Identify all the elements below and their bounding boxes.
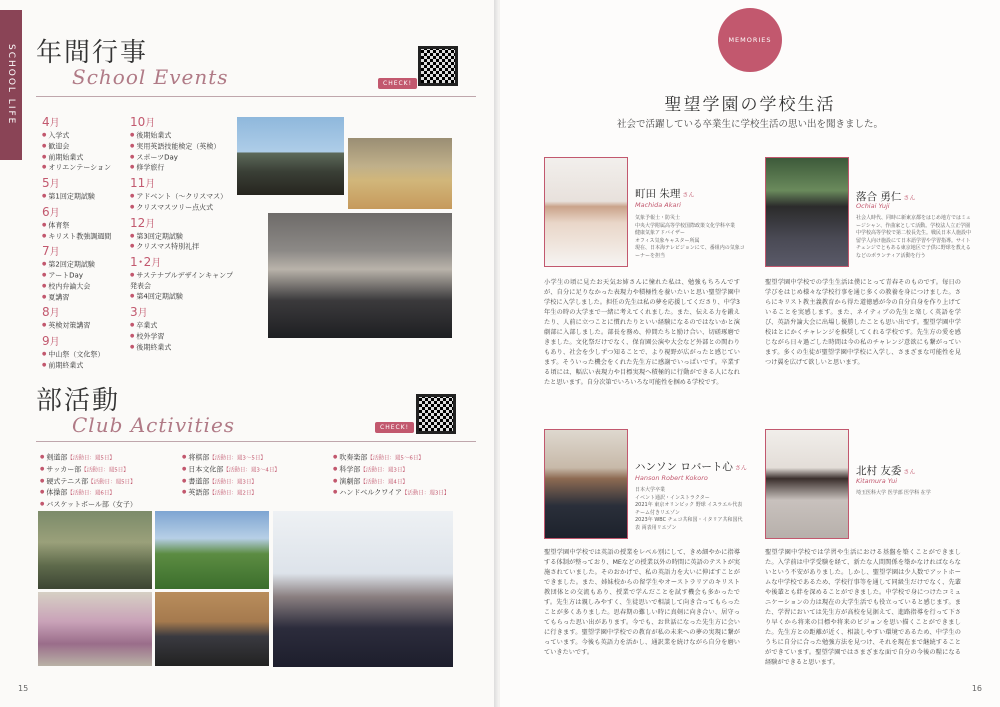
club-schedule: 【活動日：週4日】 [360, 478, 408, 485]
event-item: ● 後期始業式 [130, 130, 240, 141]
month-number: 5 [42, 176, 50, 190]
person-bio: 気象予報士・防災士 中央大学附属高等学校国際政策文化学科卒業 健康気象アドバイザー オフィス気象キャスター所属 現在、日本海テレビジョンにて、番組内の気象コーナーを担当 [635, 215, 745, 259]
japanese-culture-photo [38, 592, 152, 666]
event-month [42, 206, 128, 220]
event-item: ● 英検対策講習 [42, 320, 128, 331]
name-text: 北村 友委 [856, 465, 902, 477]
portrait-ochiai [765, 157, 849, 267]
event-item: ● アドベント（～クリスマス） [130, 191, 240, 202]
club-item [333, 476, 473, 488]
club-schedule: 【活動日：週3日】 [360, 467, 408, 473]
person-testimony: 聖望学園中学校では英語の授業をレベル別にして、きめ細やかに指導する体制が整っており、MEなどの授業以外の時間に英語のテストが実施されていました。そのおかげで、私の英語力を大いに伸ばすことができました。また、姉妹校からの留学生やオーストラリアのキリスト教団体との交流もあり、授業で学んだことを試す機会も多かったです。先生方は親しみやすく、生徒思いで相談して向き合ってもらったことが多くありました。思春期の難しい時に真剣に向き合い、居守ってもらった思い出があります。今でも、お世話になった先生方に会いに行きます。聖望学園中学校での教育が私の未来への夢の実現に繋がっています。今後も英語力を活かし、通訳業を続けながら自分を磨いていきたいです。 [544, 549, 740, 656]
club-schedule: 【活動日：週3～5日】 [209, 455, 266, 462]
name-text: 落合 勇仁 [856, 191, 902, 203]
name-text: 町田 朱理 [635, 188, 681, 200]
event-month [42, 116, 128, 130]
month-unit: 月 [49, 247, 60, 259]
clubs-check-badge: CHECK! [375, 422, 414, 433]
event-item: ● 入学式 [42, 130, 128, 141]
sports-day-photo [348, 138, 452, 209]
memories-badge: MEMORIES [718, 8, 782, 72]
event-item: ● キリスト教強調週間 [42, 231, 128, 242]
event-month [42, 245, 128, 259]
page-number: 15 [18, 684, 29, 693]
month-number: 10 [130, 115, 146, 129]
event-item: ● 第4回定期試験 [130, 291, 240, 302]
club-schedule: 【活動日：週6日】 [67, 490, 115, 497]
castle-trip-photo [237, 117, 344, 195]
month-unit: 月 [49, 337, 60, 348]
event-item: ● 修学旅行 [130, 162, 240, 173]
event-month [130, 177, 240, 191]
events-heading [36, 32, 229, 89]
qr-code-icon[interactable] [418, 46, 458, 86]
clubs-column-2 [182, 452, 312, 499]
club-name: 科学部 [339, 465, 361, 473]
portrait-kitamura [765, 429, 849, 539]
month-number: 4 [42, 115, 50, 129]
clubs-column-3 [333, 452, 473, 499]
club-schedule: 【活動日：週5日】 [88, 478, 136, 485]
person-name [635, 186, 694, 201]
brass-band-photo [273, 511, 453, 667]
person-roman: Ochiai Yuji [856, 202, 890, 210]
honorific: さん [682, 192, 695, 199]
event-item: ● 校外学習 [130, 331, 240, 342]
event-item: ● 校内弁論大会 [42, 281, 128, 292]
event-item: ● オリエンテーション [42, 162, 128, 173]
event-month [42, 306, 128, 320]
club-name: 演劇部 [339, 476, 361, 485]
person-bio: 埼玉医科大学 医学部 医学科 在学 [856, 490, 931, 496]
month-number: 1･2 [130, 255, 152, 269]
divider [36, 96, 476, 97]
page-subtitle: 社会で活躍している卒業生に学校生活の思い出を聞きました。 [616, 119, 883, 130]
person-bio: 日本大学卒業 イベント通訳・インストラクター 2021年 東京オリンピック 野球 イスラエル代表 チーム付きリエゾン 2023年 WBC チェコ共和国・イタリア共和国代表 両表用リエゾン [635, 487, 743, 531]
event-month [130, 116, 240, 130]
month-number: 12 [130, 215, 146, 230]
event-month [42, 177, 128, 191]
month-number: 3 [130, 305, 138, 319]
qr-code-icon[interactable] [416, 394, 456, 434]
month-unit: 月 [137, 308, 148, 319]
honorific: さん [903, 195, 916, 202]
name-text: ハンソン ロバート心 [635, 461, 733, 473]
side-tab: SCHOOL LIFE [0, 10, 22, 160]
club-item [40, 476, 180, 488]
event-month [130, 256, 240, 270]
clubs-title-en: Club Activities [72, 413, 236, 437]
events-title-jp: 年間行事 [36, 38, 149, 68]
kendo-photo [155, 592, 269, 666]
event-item: ● 体育祭 [42, 220, 128, 231]
event-month [130, 306, 240, 320]
club-schedule: 【活動日：週5～6日】 [367, 455, 424, 462]
club-name: バスケットボール部（女子） [46, 500, 137, 509]
event-item: ● 歓迎会 [42, 141, 128, 152]
club-name: 体操部 [46, 488, 68, 497]
event-month [42, 335, 128, 349]
club-name: 将棋部 [188, 453, 210, 462]
month-number: 6 [42, 204, 50, 219]
person-name [635, 459, 747, 474]
month-number: 9 [42, 334, 50, 348]
soccer-team-photo [155, 511, 269, 589]
events-check-badge: CHECK! [378, 78, 417, 89]
event-item: ● スポーツDay [130, 152, 240, 163]
person-bio: 社会人時代、同時に新東京都をはじめ地方ではミュージシャン、作曲家として活動。学校法人立正学園中学校高等学校で第二校長先生。戦民日本人施設中留学人向け施設にて日本語学習や学習指導。サイトチェンジでともある東京地区で子供に野球を教えるなどのボランティア活動を行う [856, 215, 972, 259]
month-unit: 月 [49, 179, 60, 190]
club-item [182, 476, 312, 488]
month-unit: 月 [49, 308, 60, 320]
club-schedule: 【活動日：週3～4日】 [223, 467, 280, 473]
person-testimony: 小学生の頃に見たお天気お姉さんに憧れた私は、勉強もちろんですが、自分に足りなかった表現力や積極性を養いたいと思い聖望学園中学校に入学しました。担任の先生は私の夢を応援してくださり、中学3年生の時の大学まで一緒に考えてくれました。また、伝える力を鍛えたり、人前に立つことに慣れたりといい経験になるのではないかと演劇部に入部しました。部長を務め、仲間たちと励け合い、切磋琢磨できました。文化祭だけでなく、保育園公演や大会など外部との関わりもあり、社会を少しずつ知ることで、より視野が広がったと感じています。そういった機会をくれた先生方に感謝でいっぱいです。卒業する頃には、幅広い表現力や目標実現へ積極的に行動ができる人になれたと思います。自分次第でいろいろな可能性を掴める学校です。 [544, 279, 740, 386]
divider [36, 441, 476, 442]
left-page [0, 0, 497, 707]
event-item: ● 後期終業式 [130, 342, 240, 353]
person-name [856, 463, 915, 478]
club-item [182, 464, 312, 476]
month-number: 8 [42, 305, 50, 320]
club-schedule: 【活動日：週3日】 [401, 490, 450, 497]
month-unit: 月 [145, 179, 156, 190]
club-item [40, 464, 180, 476]
page-number: 16 [971, 684, 982, 693]
events-column-1 [42, 112, 128, 371]
page-title: 聖望学園の学校生活 [664, 95, 836, 115]
person-testimony: 聖望学園中学校では学習や生活における基盤を築くことができました。入学前は中学受験を経て、新たな人間関係を築かなければならないという不安がありました。しかし、聖望学園は少人数でアットホームな中学校であるため、学校行事等を通して同級生だけでなく、先輩や後輩とも絆を深めることができました。中学校で身につけたコミュニケーションの力は現在の大学生活でも役立っていると感じます。また、学習においては先生方が高校を見据えて、進路指導を行って下さり早くから将来の目標や将来のビジョンを思い描くことができました。先生方との距離が近く、相談しやすい環境であるため、中学生のうちに自分に合った勉強方法を見つけ、それを現在まで継続することができています。聖望学園ではさまざまな面で自分の今後の糧になる経験ができると思います。 [765, 549, 961, 666]
month-number: 11 [130, 176, 146, 190]
club-item [182, 487, 312, 499]
event-item: ● 卒業式 [130, 320, 240, 331]
event-item: ● 夏講習 [42, 292, 128, 303]
event-item: ● 前期始業式 [42, 152, 128, 163]
club-name: ハンドベルクワイア [339, 488, 402, 497]
club-name: 硬式テニス部 [46, 476, 89, 485]
event-item: ● アートDay [42, 270, 128, 281]
person-testimony: 聖望学園中学校での学生生活は僕にとって青春そのものです。毎日の学びをはじめ様々な学校行事を通じ多くの教養を身につけました。さらにキリスト教主義教育から得た道徳感が今の自分自身を作り上げていることを実感します。また、ネイティブの先生と楽しく英語を学び、英語弁論大会に出場し優勝したことも思い出です。聖望学園中学校はとにかくチャレンジを推奨してくれる学校です。先生方の愛を感じながら日々過ごした時間は今の私のチャレンジ意欲にも繋がっています。多くの生徒が聖望学園中学校に入学し、さまざまな可能性を見つけ翼を広げて欲しいと思います。 [765, 279, 961, 366]
month-unit: 月 [145, 218, 156, 230]
event-item: ● クリスマス特別礼拝 [130, 241, 240, 252]
event-item: ● 第2回定期試験 [42, 259, 128, 270]
club-name: 英語部 [188, 488, 210, 497]
events-title-en: School Events [72, 65, 229, 89]
event-item: ● サステナブルデザインキャンプ発表会 [130, 270, 240, 291]
event-item: ● 実用英語技能検定（英検） [130, 141, 240, 152]
garden-club-photo [38, 511, 152, 589]
event-item: ● クリスマスツリー点火式 [130, 202, 240, 213]
club-item [40, 487, 180, 499]
club-schedule: 【活動日：週3日】 [209, 478, 257, 485]
club-name: 剣道部 [46, 453, 68, 462]
event-item: ● 中山祭（文化祭） [42, 349, 128, 360]
month-unit: 月 [49, 118, 60, 129]
club-schedule: 【活動日：週5日】 [67, 455, 115, 462]
club-item [182, 452, 312, 464]
honorific: さん [903, 469, 916, 476]
club-name: 書道部 [188, 476, 210, 485]
event-item: ● 第1回定期試験 [42, 191, 128, 202]
event-month [130, 217, 240, 231]
events-column-2 [130, 112, 240, 352]
event-item: ● 前期終業式 [42, 360, 128, 371]
person-roman: Kitamura Yui [856, 477, 898, 485]
club-item [40, 452, 180, 464]
club-name: サッカー部 [46, 465, 82, 473]
clubs-title-jp: 部活動 [36, 386, 121, 416]
club-item [333, 487, 473, 499]
month-unit: 月 [145, 118, 156, 129]
month-unit: 月 [151, 258, 162, 269]
event-item: ● 第3回定期試験 [130, 231, 240, 242]
club-name: 吹奏楽部 [339, 453, 368, 462]
month-number: 7 [42, 244, 50, 259]
chapel-service-photo [268, 213, 452, 338]
club-schedule: 【活動日：週2日】 [209, 490, 257, 497]
portrait-machida [544, 157, 628, 267]
clubs-heading [36, 380, 235, 437]
club-item [333, 452, 473, 464]
person-roman: Machida Akari [635, 201, 681, 209]
person-roman: Hanson Robert Kokoro [635, 474, 708, 482]
honorific: さん [734, 465, 747, 472]
club-name: 日本文化部 [188, 465, 224, 473]
month-unit: 月 [49, 207, 60, 219]
right-page [500, 0, 1000, 707]
club-item [333, 464, 473, 476]
portrait-hanson [544, 429, 628, 539]
club-schedule: 【活動日：週5日】 [81, 467, 129, 473]
